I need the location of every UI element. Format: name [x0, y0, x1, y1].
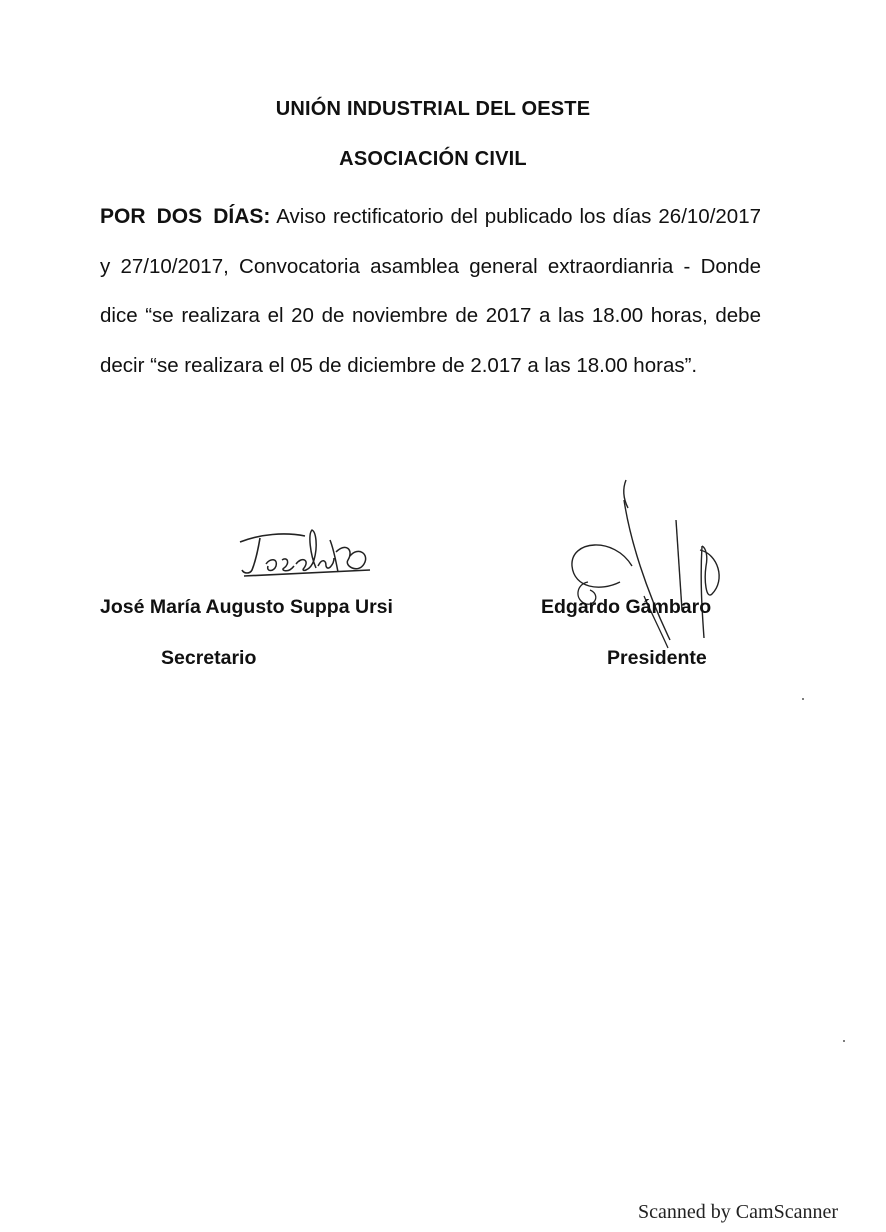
notice-paragraph: [100, 192, 761, 390]
secretary-signature: [230, 520, 380, 590]
notice-lead: POR DOS DÍAS:: [100, 205, 271, 228]
scanner-watermark: Scanned by CamScanner: [638, 1201, 838, 1223]
scan-speck: [802, 698, 804, 700]
secretary-role: Secretario: [161, 647, 257, 669]
notice-text: Aviso rectificatorio del publicado los días 26/10/2017 y 27/10/2017, Convocatoria asamblea general extraordianria - Donde dice “se realizara el 20 de noviembre de 2017 a las 18.00 horas, debe decir “se realizara el 05 de diciembre de 2.017 a las 18.00 horas”.: [100, 205, 761, 377]
president-signature: [560, 470, 730, 670]
secretary-name: José María Augusto Suppa Ursi: [100, 596, 393, 618]
organization-subtitle: ASOCIACIÓN CIVIL: [339, 148, 527, 170]
organization-title: UNIÓN INDUSTRIAL DEL OESTE: [275, 98, 591, 120]
president-role: Presidente: [607, 647, 707, 669]
president-name: Edgardo Gámbaro: [541, 596, 712, 618]
scan-speck: [843, 1040, 845, 1042]
